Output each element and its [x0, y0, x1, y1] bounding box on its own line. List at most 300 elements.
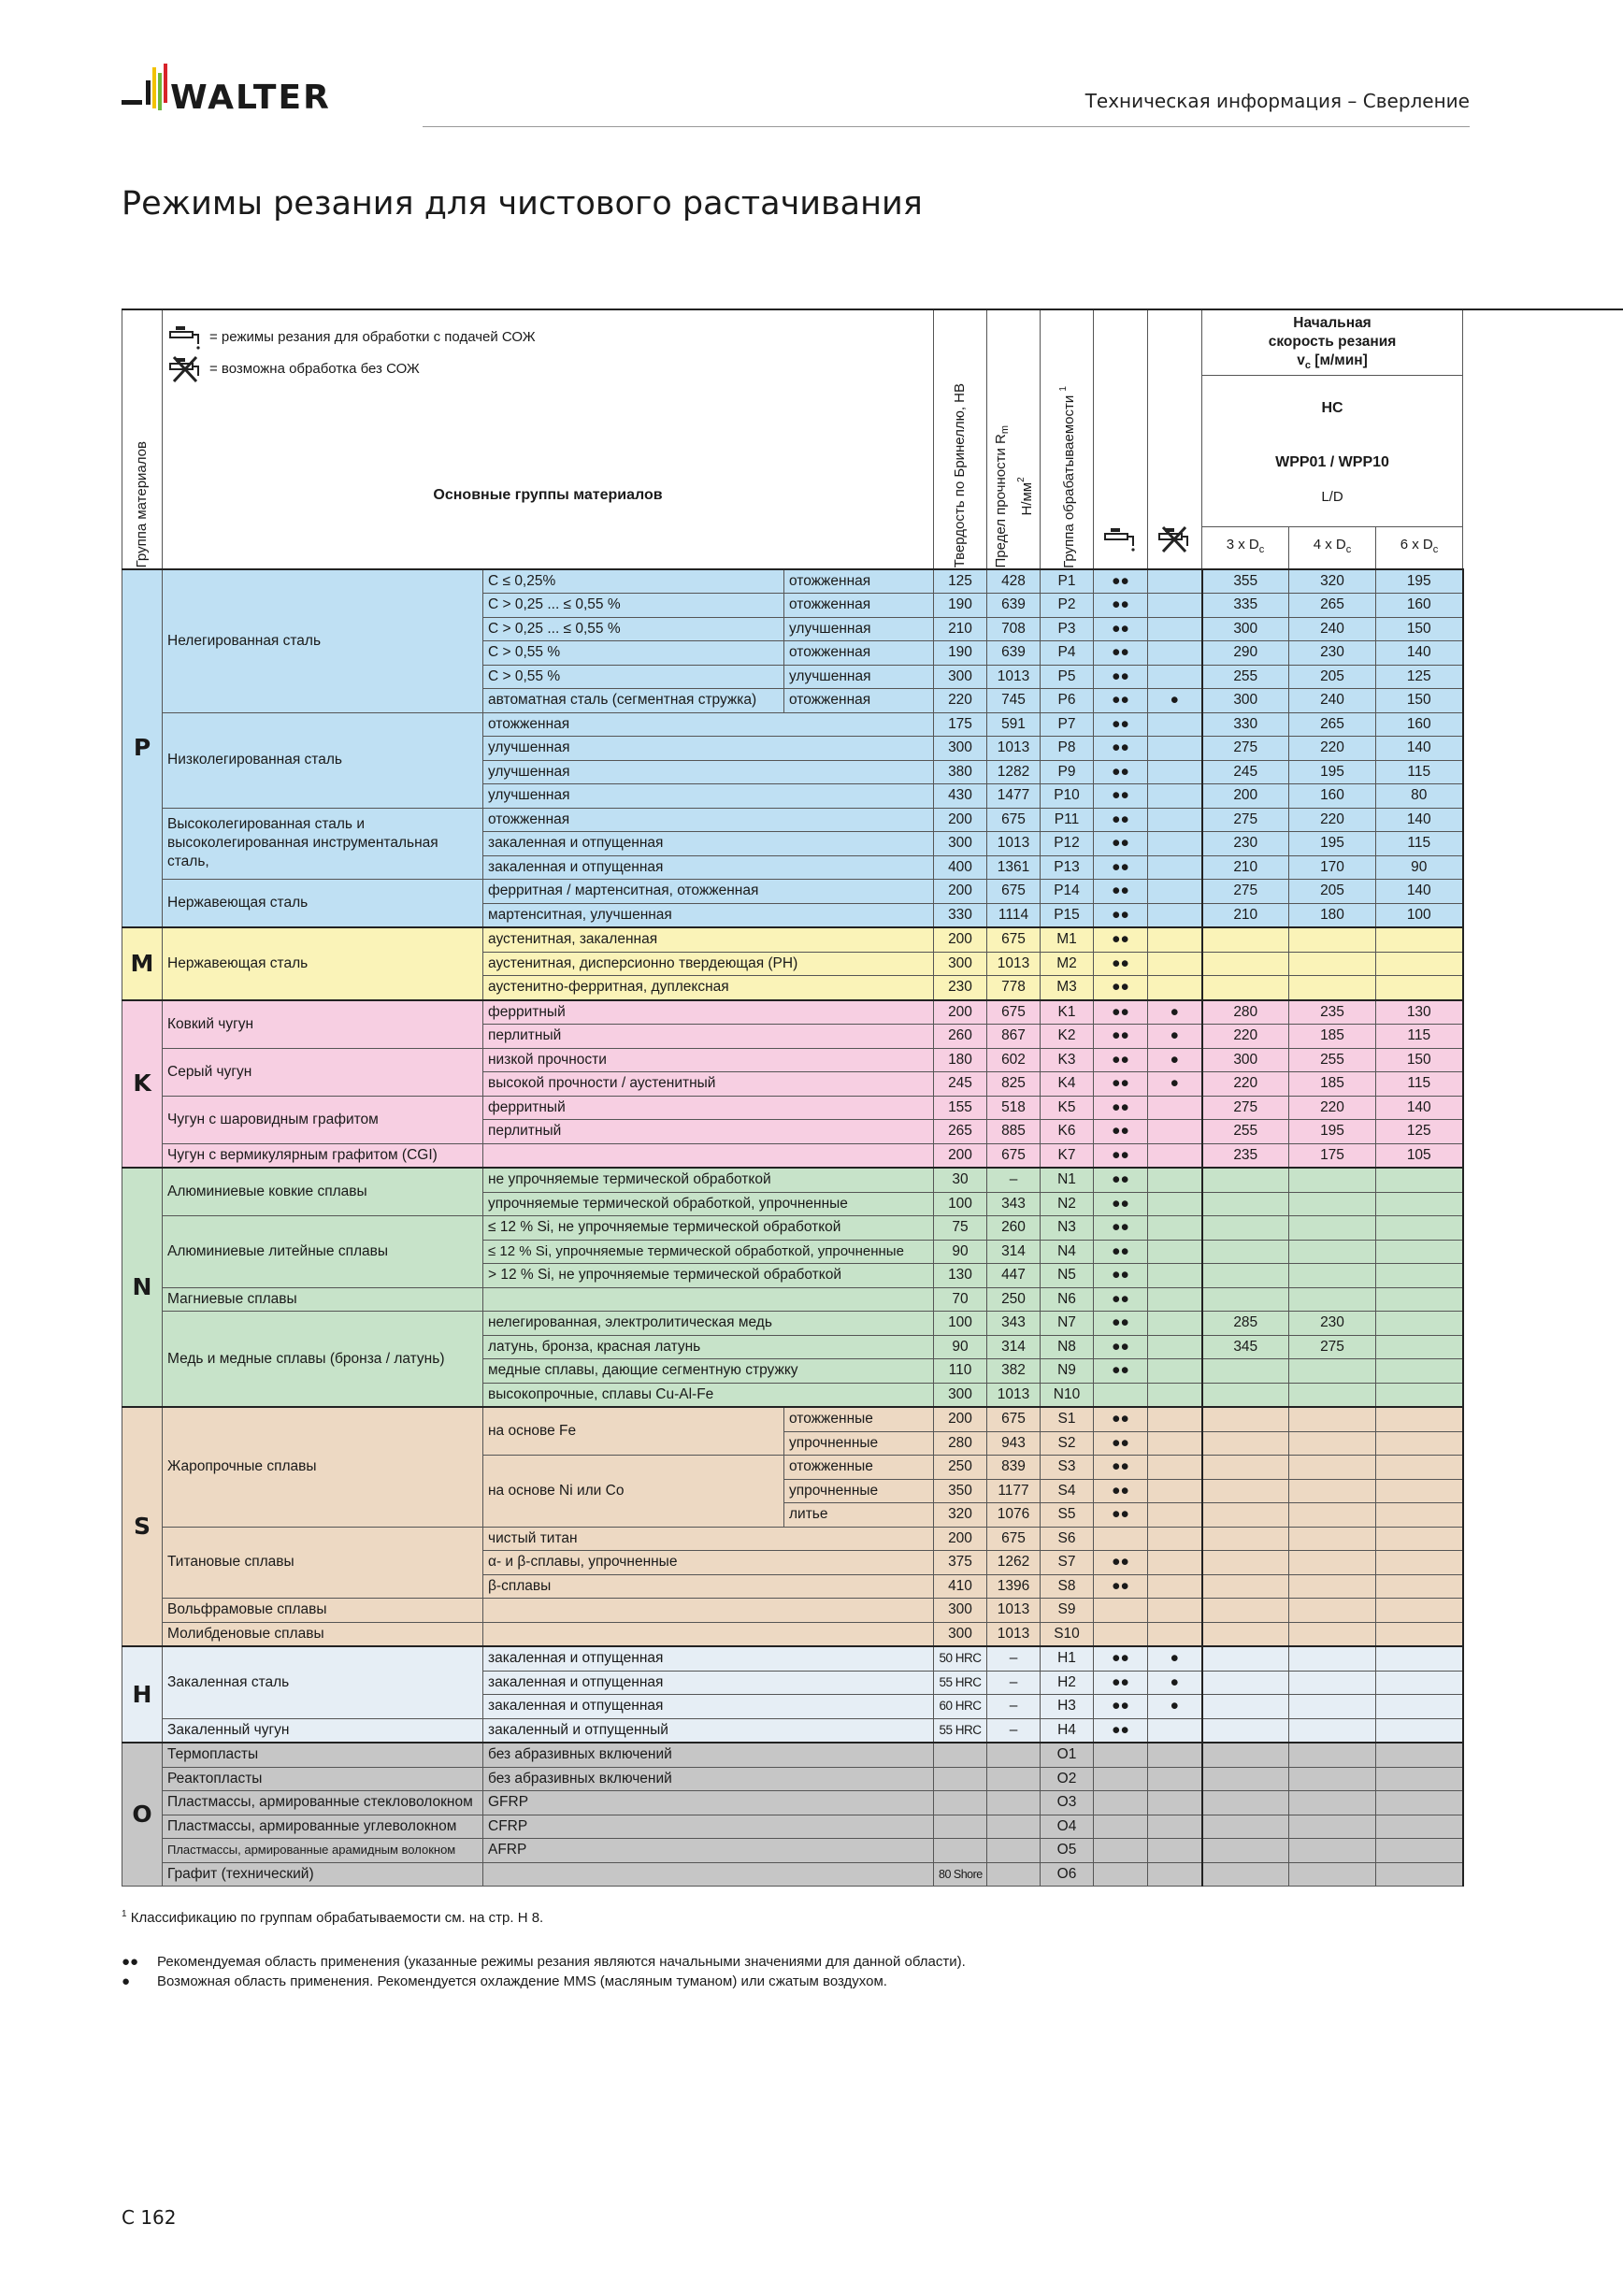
- table-cell: [1148, 641, 1202, 666]
- table-cell: 140: [1376, 808, 1463, 832]
- table-row: [122, 1312, 1623, 1336]
- table-cell: ●: [1148, 1646, 1202, 1671]
- table-cell: 185: [1289, 1025, 1376, 1049]
- table-cell: K3: [1041, 1048, 1094, 1072]
- table-cell: 300: [934, 1622, 987, 1646]
- table-cell: [1148, 976, 1202, 1000]
- table-cell: 230: [934, 976, 987, 1000]
- table-cell: [1463, 1143, 1623, 1168]
- table-cell: ●●: [1094, 1143, 1148, 1168]
- table-cell: [1463, 1671, 1623, 1695]
- table-cell: S10: [1041, 1622, 1094, 1646]
- table-cell: [1202, 952, 1289, 976]
- table-cell: 210: [1202, 855, 1289, 880]
- table-cell: 675: [987, 1527, 1041, 1551]
- table-cell: 220: [1202, 1072, 1289, 1097]
- table-cell: [1148, 594, 1202, 618]
- table-cell: 675: [987, 1000, 1041, 1025]
- material-label: Высоколегированная сталь и высоколегированная инструментальная сталь,: [163, 808, 483, 880]
- table-cell: закаленный и отпущенный: [483, 1718, 934, 1743]
- material-label: Жаропрочные сплавы: [163, 1407, 483, 1527]
- table-cell: [1463, 1743, 1623, 1767]
- table-cell: ●●: [1094, 880, 1148, 904]
- table-cell: [1376, 1264, 1463, 1288]
- table-cell: [1148, 1264, 1202, 1288]
- table-cell: ●●: [1094, 1479, 1148, 1503]
- table-cell: 300: [1202, 617, 1289, 641]
- table-cell: 230: [1289, 1312, 1376, 1336]
- table-cell: 195: [1376, 569, 1463, 594]
- table-cell: 180: [934, 1048, 987, 1072]
- table-cell: упрочненные: [784, 1479, 934, 1503]
- table-cell: 1396: [987, 1574, 1041, 1599]
- table-cell: 290: [1202, 641, 1289, 666]
- table-cell: [1148, 927, 1202, 952]
- table-cell: 345: [1202, 1335, 1289, 1359]
- table-cell: ●●: [1094, 927, 1148, 952]
- table-cell: [1463, 784, 1623, 809]
- table-cell: низкой прочности: [483, 1048, 934, 1072]
- table-cell: [1376, 1216, 1463, 1241]
- table-cell: [1376, 1695, 1463, 1719]
- table-row: [122, 1048, 1623, 1072]
- table-cell: 867: [987, 1025, 1041, 1049]
- table-cell: P9: [1041, 760, 1094, 784]
- table-cell: ●●: [1094, 784, 1148, 809]
- table-cell: ●●: [1094, 712, 1148, 737]
- table-cell: [1463, 1072, 1623, 1097]
- table-cell: 160: [1289, 784, 1376, 809]
- table-cell: [1463, 1622, 1623, 1646]
- table-row: [122, 712, 1623, 737]
- table-cell: закаленная и отпущенная: [483, 832, 934, 856]
- table-cell: закаленная и отпущенная: [483, 1646, 934, 1671]
- table-cell: S8: [1041, 1574, 1094, 1599]
- table-cell: [1202, 1622, 1289, 1646]
- table-cell: > 12 % Si, не упрочняемые термической обработкой: [483, 1264, 934, 1288]
- table-cell: закаленная и отпущенная: [483, 855, 934, 880]
- material-label: Реактопласты: [163, 1767, 483, 1791]
- coolant-tap-icon: [1103, 525, 1139, 553]
- table-cell: 320: [1289, 569, 1376, 594]
- table-cell: [934, 1743, 987, 1767]
- table-cell: [1202, 1479, 1289, 1503]
- main-groups-header: Основные группы материалов: [433, 487, 663, 503]
- table-cell: 240: [1289, 689, 1376, 713]
- section-header: Техническая информация – Сверление: [1084, 90, 1470, 112]
- table-cell: [1148, 1216, 1202, 1241]
- table-cell: S9: [1041, 1599, 1094, 1623]
- legend-dry-text: = возможна обработка без СОЖ: [209, 361, 420, 377]
- table-cell: [1376, 1574, 1463, 1599]
- table-cell: P1: [1041, 569, 1094, 594]
- table-cell: [1148, 1551, 1202, 1575]
- table-cell: 839: [987, 1456, 1041, 1480]
- table-cell: 382: [987, 1359, 1041, 1384]
- table-cell: ≤ 12 % Si, не упрочняемые термической обработкой: [483, 1216, 934, 1241]
- table-cell: [1463, 1551, 1623, 1575]
- table-row: [122, 1168, 1623, 1192]
- table-cell: [1202, 1192, 1289, 1216]
- table-cell: [1202, 1168, 1289, 1192]
- table-cell: 140: [1376, 641, 1463, 666]
- table-cell: 235: [1202, 1143, 1289, 1168]
- table-cell: 80 Shore: [934, 1862, 987, 1887]
- table-cell: [1463, 641, 1623, 666]
- table-cell: ●●: [1094, 808, 1148, 832]
- table-cell: 125: [1376, 1120, 1463, 1144]
- table-cell: [1148, 1240, 1202, 1264]
- table-cell: [1463, 1000, 1623, 1025]
- table-row: [122, 1407, 1623, 1431]
- table-cell: [1463, 927, 1623, 952]
- table-cell: 160: [1376, 594, 1463, 618]
- group-k-label: K: [122, 1000, 163, 1169]
- table-cell: 230: [1202, 832, 1289, 856]
- table-cell: [1148, 1479, 1202, 1503]
- table-cell: M1: [1041, 927, 1094, 952]
- table-cell: [1202, 1407, 1289, 1431]
- legend-header: [163, 309, 934, 569]
- table-cell: α- и β-сплавы, упрочненные: [483, 1551, 934, 1575]
- table-cell: H3: [1041, 1695, 1094, 1719]
- table-cell: [1202, 1791, 1289, 1815]
- table-cell: аустенитно-ферритная, дуплексная: [483, 976, 934, 1000]
- table-cell: [934, 1791, 987, 1815]
- table-cell: 90: [934, 1335, 987, 1359]
- table-cell: отожженная: [784, 594, 934, 618]
- table-cell: [1148, 1407, 1202, 1431]
- table-cell: [1289, 1767, 1376, 1791]
- table-cell: 115: [1376, 760, 1463, 784]
- table-cell: [1148, 1503, 1202, 1528]
- table-cell: N5: [1041, 1264, 1094, 1288]
- table-cell: 280: [1202, 1000, 1289, 1025]
- table-cell: 602: [987, 1048, 1041, 1072]
- table-row: [122, 1216, 1623, 1241]
- table-cell: [1202, 1862, 1289, 1887]
- table-cell: [1202, 1216, 1289, 1241]
- table-cell: 1013: [987, 1622, 1041, 1646]
- table-cell: 195: [1289, 760, 1376, 784]
- material-label: Нержавеющая сталь: [163, 880, 483, 928]
- table-cell: [1376, 1335, 1463, 1359]
- table-cell: [1376, 1503, 1463, 1528]
- table-cell: 55 HRC: [934, 1671, 987, 1695]
- table-cell: отожженная: [483, 712, 934, 737]
- table-cell: [1148, 784, 1202, 809]
- table-cell: 1076: [987, 1503, 1041, 1528]
- table-cell: 430: [934, 784, 987, 809]
- table-cell: [1463, 1839, 1623, 1863]
- table-cell: CFRP: [483, 1815, 934, 1839]
- table-row: [122, 1527, 1623, 1551]
- legend-coolant-text: = режимы резания для обработки с подачей СОЖ: [209, 329, 536, 345]
- table-row: [122, 1622, 1623, 1646]
- table-cell: [1094, 1599, 1148, 1623]
- table-cell: [1376, 1718, 1463, 1743]
- table-cell: 200: [1202, 784, 1289, 809]
- table-cell: 200: [934, 1407, 987, 1431]
- table-cell: [1094, 1767, 1148, 1791]
- table-cell: 210: [1202, 903, 1289, 927]
- table-cell: 350: [934, 1479, 987, 1503]
- table-cell: [1094, 1743, 1148, 1767]
- table-cell: 240: [1289, 617, 1376, 641]
- table-cell: 75: [934, 1216, 987, 1241]
- table-cell: 1013: [987, 665, 1041, 689]
- table-cell: N1: [1041, 1168, 1094, 1192]
- table-cell: 50 HRC: [934, 1646, 987, 1671]
- table-cell: [1148, 1143, 1202, 1168]
- table-cell: 100: [1376, 903, 1463, 927]
- table-cell: [1463, 737, 1623, 761]
- table-cell: ●●: [1094, 1574, 1148, 1599]
- legend-notes: [122, 1952, 966, 1991]
- table-cell: 30: [934, 1168, 987, 1192]
- material-label: Серый чугун: [163, 1048, 483, 1096]
- table-cell: 639: [987, 594, 1041, 618]
- table-cell: 1013: [987, 737, 1041, 761]
- table-cell: без абразивных включений: [483, 1743, 934, 1767]
- table-cell: [1148, 1743, 1202, 1767]
- table-cell: [1376, 976, 1463, 1000]
- table-cell: N7: [1041, 1312, 1094, 1336]
- grade-header: HC WPP01 / WPP10 L/D: [1202, 376, 1463, 527]
- table-cell: [1289, 927, 1376, 952]
- material-label: Медь и медные сплавы (бронза / латунь): [163, 1312, 483, 1408]
- table-cell: ●●: [1094, 1000, 1148, 1025]
- table-cell: 90: [1376, 855, 1463, 880]
- table-cell: 275: [1202, 1096, 1289, 1120]
- table-cell: [1202, 976, 1289, 1000]
- table-cell: ●●: [1094, 1718, 1148, 1743]
- table-cell: 180: [1289, 903, 1376, 927]
- material-label: Алюминиевые литейные сплавы: [163, 1216, 483, 1288]
- table-cell: [1094, 1527, 1148, 1551]
- table-cell: [1289, 1574, 1376, 1599]
- table-cell: 1282: [987, 760, 1041, 784]
- single-dot-symbol: ●: [122, 1973, 131, 1989]
- table-cell: S2: [1041, 1431, 1094, 1456]
- table-cell: [1289, 1646, 1376, 1671]
- table-row: [122, 808, 1623, 832]
- table-cell: отожженная: [784, 569, 934, 594]
- col-machinability-header: Группа обрабатываемости $^1$: [1041, 309, 1094, 569]
- table-cell: [1376, 1839, 1463, 1863]
- table-cell: [934, 1767, 987, 1791]
- table-cell: не упрочняемые термической обработкой: [483, 1168, 934, 1192]
- table-cell: 275: [1202, 880, 1289, 904]
- table-cell: [1376, 1551, 1463, 1575]
- table-cell: [1202, 1718, 1289, 1743]
- table-cell: [1376, 1407, 1463, 1431]
- table-cell: [1376, 927, 1463, 952]
- table-row: [122, 1000, 1623, 1025]
- table-cell: [1463, 1312, 1623, 1336]
- col-group-header: Группа материалов: [122, 309, 163, 569]
- table-cell: P3: [1041, 617, 1094, 641]
- table-cell: P6: [1041, 689, 1094, 713]
- table-cell: [1463, 1096, 1623, 1120]
- table-row: [122, 1791, 1623, 1815]
- table-row: [122, 1815, 1623, 1839]
- table-cell: 300: [934, 952, 987, 976]
- table-cell: 1177: [987, 1479, 1041, 1503]
- table-cell: 1013: [987, 1599, 1041, 1623]
- table-cell: [1376, 952, 1463, 976]
- table-cell: 675: [987, 927, 1041, 952]
- table-cell: 195: [1289, 1120, 1376, 1144]
- table-cell: [1289, 1718, 1376, 1743]
- table-row: [122, 1743, 1623, 1767]
- table-cell: [1094, 1839, 1148, 1863]
- table-cell: ферритный: [483, 1000, 934, 1025]
- table-cell: [987, 1815, 1041, 1839]
- table-cell: [987, 1743, 1041, 1767]
- table-cell: [1289, 1503, 1376, 1528]
- table-cell: 205: [1289, 880, 1376, 904]
- table-cell: [987, 1791, 1041, 1815]
- table-cell: [1463, 760, 1623, 784]
- group-p-label: P: [122, 569, 163, 928]
- table-cell: ●●: [1094, 1431, 1148, 1456]
- table-cell: N8: [1041, 1335, 1094, 1359]
- table-cell: 943: [987, 1431, 1041, 1456]
- table-cell: ●: [1148, 1025, 1202, 1049]
- table-cell: K1: [1041, 1000, 1094, 1025]
- table-cell: [1463, 1574, 1623, 1599]
- table-cell: ●●: [1094, 594, 1148, 618]
- table-cell: [1463, 1479, 1623, 1503]
- table-cell: S5: [1041, 1503, 1094, 1528]
- material-label: Чугун с шаровидным графитом: [163, 1096, 483, 1143]
- table-cell: S7: [1041, 1551, 1094, 1575]
- table-cell: [1148, 1431, 1202, 1456]
- table-cell: [1094, 1791, 1148, 1815]
- table-cell: 150: [1376, 617, 1463, 641]
- group-o-label: O: [122, 1743, 163, 1887]
- table-cell: –: [987, 1168, 1041, 1192]
- table-cell: 190: [934, 594, 987, 618]
- table-cell: [934, 1815, 987, 1839]
- table-cell: [1376, 1456, 1463, 1480]
- table-cell: [1094, 1383, 1148, 1407]
- table-cell: ●●: [1094, 832, 1148, 856]
- table-cell: P4: [1041, 641, 1094, 666]
- table-cell: [1463, 832, 1623, 856]
- table-row: [122, 1839, 1623, 1863]
- table-cell: [1148, 617, 1202, 641]
- table-cell: упрочняемые термической обработкой, упрочненные: [483, 1192, 934, 1216]
- table-cell: O1: [1041, 1743, 1094, 1767]
- table-cell: H1: [1041, 1646, 1094, 1671]
- table-cell: 230: [1289, 641, 1376, 666]
- table-cell: отожженная: [483, 808, 934, 832]
- table-cell: [1202, 1839, 1289, 1863]
- table-cell: 1477: [987, 784, 1041, 809]
- table-cell: [1463, 1407, 1623, 1431]
- table-cell: [1202, 1551, 1289, 1575]
- table-cell: 375: [934, 1551, 987, 1575]
- table-cell: 343: [987, 1312, 1041, 1336]
- table-cell: [1148, 1359, 1202, 1384]
- table-cell: ≤ 12 % Si, упрочняемые термической обработкой, упрочненные: [483, 1240, 934, 1264]
- table-cell: ●●: [1094, 1216, 1148, 1241]
- table-cell: [1202, 1359, 1289, 1384]
- table-cell: 220: [1289, 808, 1376, 832]
- table-cell: 300: [934, 832, 987, 856]
- table-cell: 190: [934, 641, 987, 666]
- table-cell: [1463, 1192, 1623, 1216]
- table-cell: [1289, 1671, 1376, 1695]
- table-cell: мартенситная, улучшенная: [483, 903, 934, 927]
- ld-6-header: 6 x $D_c$: [1376, 527, 1463, 569]
- table-cell: улучшенная: [483, 760, 934, 784]
- material-label: Вольфрамовые сплавы: [163, 1599, 483, 1623]
- table-cell: 55 HRC: [934, 1718, 987, 1743]
- table-cell: [1463, 1456, 1623, 1480]
- table-cell: [1463, 1264, 1623, 1288]
- table-cell: [1289, 1216, 1376, 1241]
- table-cell: 1114: [987, 903, 1041, 927]
- table-cell: K6: [1041, 1120, 1094, 1144]
- table-cell: [1094, 1622, 1148, 1646]
- table-cell: улучшенная: [784, 665, 934, 689]
- table-cell: P8: [1041, 737, 1094, 761]
- table-cell: [1289, 1479, 1376, 1503]
- table-cell: [1289, 976, 1376, 1000]
- table-cell: [1376, 1646, 1463, 1671]
- table-cell: [1463, 712, 1623, 737]
- table-cell: [1148, 1862, 1202, 1887]
- table-cell: [1148, 1335, 1202, 1359]
- table-row: [122, 1143, 1623, 1168]
- table-cell: 155: [934, 1096, 987, 1120]
- table-cell: [1148, 1192, 1202, 1216]
- table-cell: ●●: [1094, 1335, 1148, 1359]
- table-cell: 170: [1289, 855, 1376, 880]
- table-cell: [1289, 1431, 1376, 1456]
- table-cell: 410: [934, 1574, 987, 1599]
- table-cell: β-сплавы: [483, 1574, 934, 1599]
- table-cell: 255: [1202, 1120, 1289, 1144]
- table-cell: P2: [1041, 594, 1094, 618]
- table-cell: H4: [1041, 1718, 1094, 1743]
- table-cell: 265: [1289, 594, 1376, 618]
- table-cell: [1463, 1767, 1623, 1791]
- table-cell: отожженные: [784, 1456, 934, 1480]
- table-cell: медные сплавы, дающие сегментную стружку: [483, 1359, 934, 1384]
- group-m-label: M: [122, 927, 163, 1000]
- cutting-data-table: [122, 309, 1623, 1887]
- table-cell: [1376, 1743, 1463, 1767]
- table-cell: ●●: [1094, 1168, 1148, 1192]
- table-cell: 115: [1376, 1025, 1463, 1049]
- material-label: Закаленная сталь: [163, 1646, 483, 1718]
- table-cell: [1202, 1815, 1289, 1839]
- table-cell: [1463, 1025, 1623, 1049]
- table-cell: [1148, 1456, 1202, 1480]
- material-label: Графит (технический): [163, 1862, 483, 1887]
- table-cell: [1463, 1599, 1623, 1623]
- table-row: [122, 1718, 1623, 1743]
- material-label: Пластмассы, армированные углеволокном: [163, 1815, 483, 1839]
- table-cell: [1463, 617, 1623, 641]
- legend-dry: [168, 353, 927, 385]
- table-cell: упрочненные: [784, 1431, 934, 1456]
- dry-machining-icon: [168, 355, 204, 383]
